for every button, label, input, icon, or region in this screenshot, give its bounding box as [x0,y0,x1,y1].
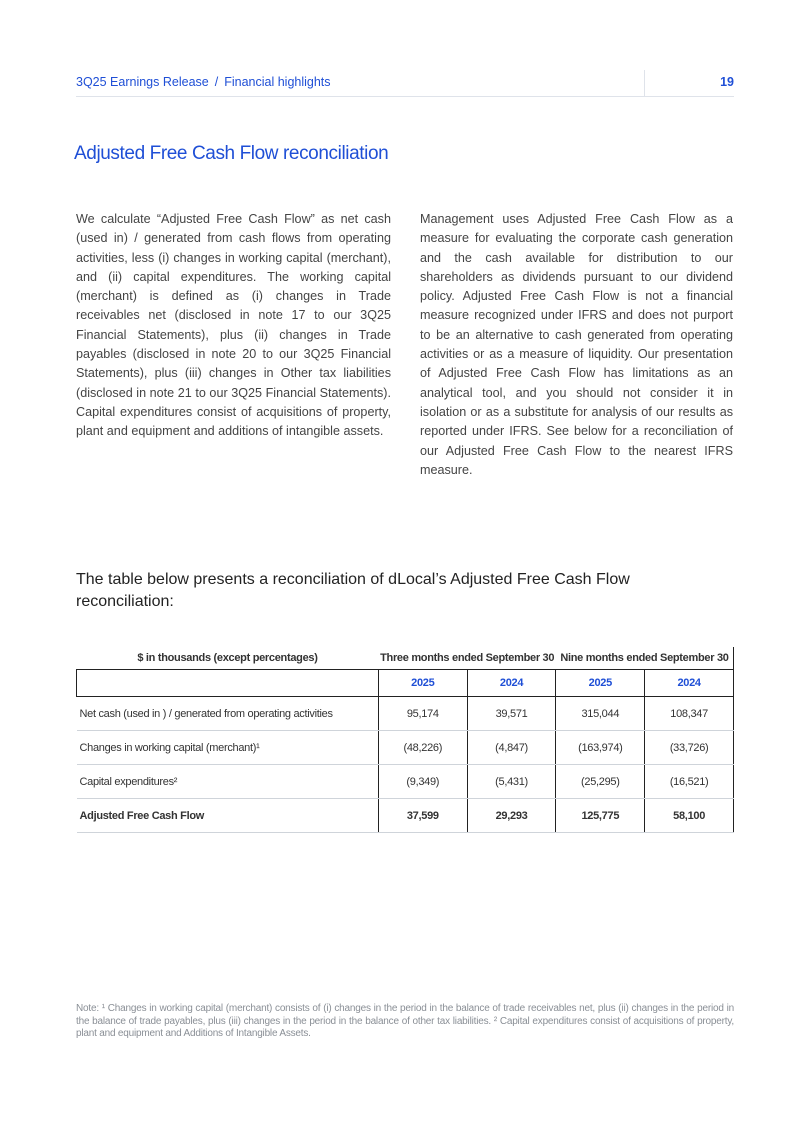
table-group-header-row [77,647,734,670]
row-label: Changes in working capital (merchant)¹ [77,731,379,765]
row-value: 29,293 [467,799,556,833]
row-value: 95,174 [378,697,467,731]
row-value: 108,347 [645,697,734,731]
row-value: 39,571 [467,697,556,731]
table-row [77,731,734,765]
row-value: (16,521) [645,765,734,799]
section-title: Adjusted Free Cash Flow reconciliation [74,143,389,164]
table-row [77,765,734,799]
row-label: Capital expenditures² [77,765,379,799]
row-value: 315,044 [556,697,645,731]
table-total-row [77,799,734,833]
breadcrumb-separator: / [214,75,219,89]
table-intro: The table below presents a reconciliation of dLocal’s Adjusted Free Cash Flow reconciliation: [76,571,630,610]
footnote: Note: ¹ Changes in working capital (merchant) consists of (i) changes in the period in the balance of trade receivables net, plus (ii) changes in the period in the balance of trade payables, plus (iii) changes in the period in the balance of other tax liabilities. ² Capital expenditures consist of acquisitions of property, plant and equipment and Additions of Intangible Assets. [76,1003,734,1039]
breadcrumb-report: 3Q25 Earnings Release [76,75,209,89]
breadcrumb [76,75,331,89]
row-value: (163,974) [556,731,645,765]
breadcrumb-section: Financial highlights [224,75,331,89]
units-header: $ in thousands (except percentages) [77,647,379,670]
year-header: 2025 [378,670,467,697]
row-value: (48,226) [378,731,467,765]
body-left-paragraph: We calculate “Adjusted Free Cash Flow” as net cash (used in) / generated from cash flows from operating activities, less (i) changes in working capital (merchant), and (ii) capital expenditures. The working capital (merchant) is defined as (i) changes in Trade receivables net (disclosed in note 17 to our 3Q25 Financial Statements), plus (ii) changes in Trade payables (disclosed in note 20 to our 3Q25 Financial Statements), plus (iii) changes in Other tax liabilities (disclosed in note 21 to our 3Q25 Financial Statements). Capital expenditures consist of acquisitions of property, plant and equipment and additions of intangible assets. [76,212,391,439]
table-year-header-row [77,670,734,697]
row-value: 125,775 [556,799,645,833]
row-value: (25,295) [556,765,645,799]
row-value: (4,847) [467,731,556,765]
year-header: 2025 [556,670,645,697]
group-header-three-months: Three months ended September 30 [378,647,556,670]
group-header-nine-months: Nine months ended September 30 [556,647,734,670]
header-divider [644,70,645,96]
page-number: 19 [720,75,734,89]
year-header-blank [77,670,379,697]
body-right-paragraph: Management uses Adjusted Free Cash Flow as a measure for evaluating the corporate cash generation and the cash available for distribution to our shareholders as dividends pursuant to our dividend policy. Adjusted Free Cash Flow is not a financial measure recognized under IFRS and does not purport to be an alternative to cash generated from operating activities or as a measure of liquidity. Our presentation of Adjusted Free Cash Flow has limitations as an analytical tool, and you should not consider it in isolation or as a substitute for analysis of our results as reported under IFRS. See below for a reconciliation of our Adjusted Free Cash Flow to the nearest IFRS measure. [420,212,733,477]
row-label: Adjusted Free Cash Flow [77,799,379,833]
year-header: 2024 [645,670,734,697]
page-header [76,70,734,97]
row-label: Net cash (used in ) / generated from operating activities [77,697,379,731]
row-value: 58,100 [645,799,734,833]
reconciliation-table [76,647,734,833]
row-value: (9,349) [378,765,467,799]
year-header: 2024 [467,670,556,697]
row-value: (5,431) [467,765,556,799]
row-value: (33,726) [645,731,734,765]
table-row [77,697,734,731]
row-value: 37,599 [378,799,467,833]
